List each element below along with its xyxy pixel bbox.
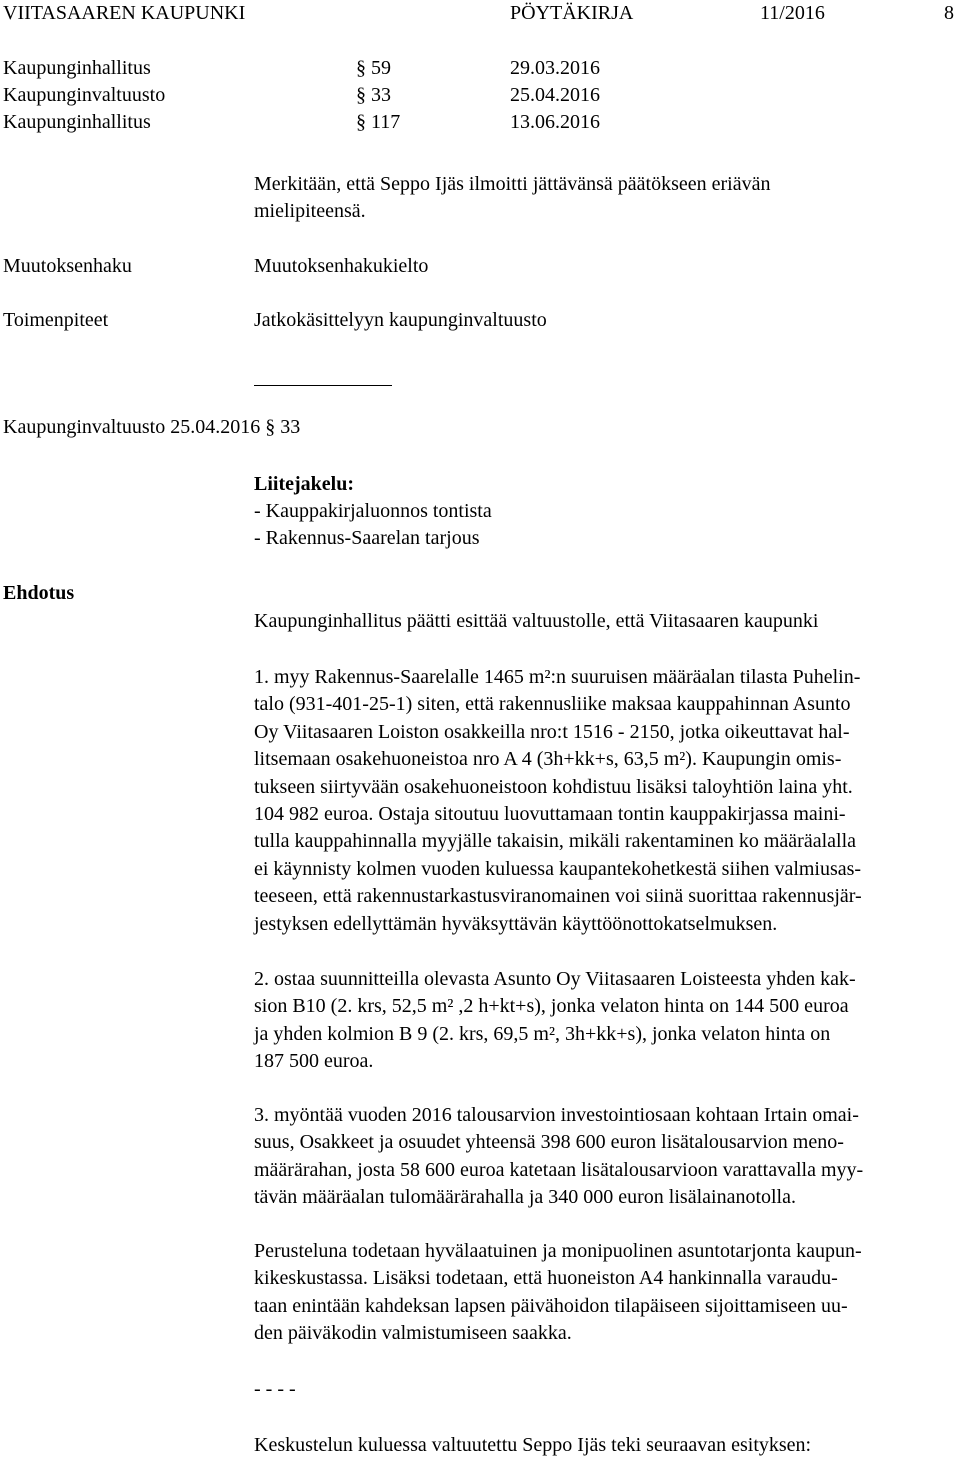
meeting-heading: Kaupunginvaltuusto 25.04.2016 § 33 (3, 416, 301, 438)
paragraph-line: Oy Viitasaaren Loiston osakkeilla nro:t 1516 - 2150, jotka oikeuttavat hal- (254, 720, 850, 743)
paragraph-line: 2. ostaa suunnitteilla olevasta Asunto Oy Viitasaaren Loisteesta yhden kak- (254, 968, 856, 990)
paragraph-line: tulla kauppahinnalla myyjälle takaisin, mikäli rakentaminen ko määräalalla (254, 830, 857, 853)
section-divider (254, 385, 392, 386)
paragraph-line: suus, Osakkeet ja osuudet yhteensä 398 600 euron lisätalousarvion meno- (254, 1131, 844, 1154)
paragraph-line: den päiväkodin valmistumiseen saakka. (254, 1322, 572, 1345)
paragraph-line: 187 500 euroa. (254, 1050, 374, 1073)
closing-statement: Keskustelun kuluessa valtuutettu Seppo Ijäs teki seuraavan esityksen: (254, 1434, 812, 1456)
paragraph-line: teeseen, että rakennustarkastusviranomainen voi siinä suorittaa rakennusjär- (254, 885, 862, 908)
history-date: 29.03.2016 (510, 57, 600, 79)
appeal-value: Muutoksenhakukielto (254, 255, 429, 277)
separator: - - - - (254, 1378, 296, 1400)
paragraph-line: tävän määräalan tulomäärärahalla ja 340 000 euron lisälainanotolla. (254, 1186, 796, 1209)
header-org: VIITASAAREN KAUPUNKI (3, 2, 246, 24)
paragraph-line: tukseen siirtyvään osakehuoneistoon kohdistuu lisäksi taloyhtiön laina yht. (254, 775, 853, 798)
history-section: § 33 (356, 84, 391, 106)
header-page-number: 8 (944, 2, 954, 24)
proposal-intro: Kaupunginhallitus päätti esittää valtuustolle, että Viitasaaren kaupunki (254, 610, 819, 632)
proposal-item-2 (254, 966, 954, 1076)
paragraph-line: kikeskustassa. Lisäksi todetaan, että huoneiston A4 hankinnalla varaudu- (254, 1267, 838, 1290)
paragraph-line: 1. myy Rakennus-Saarelalle 1465 m²:n suuruisen määräalan tilasta Puhelin- (254, 666, 861, 688)
paragraph-line: talo (931-401-25-1) siten, että rakennusliike maksaa kauppahinnan Asunto (254, 693, 851, 716)
paragraph-line: 104 982 euroa. Ostaja sitoutuu luovuttamaan tontin kauppakirjassa maini- (254, 803, 846, 826)
attachment-item: - Kauppakirjaluonnos tontista (254, 500, 492, 522)
proposal-label: Ehdotus (3, 582, 75, 604)
history-body: Kaupunginvaltuusto (3, 84, 166, 106)
attachment-item: - Rakennus-Saarelan tarjous (254, 527, 480, 549)
history-date: 13.06.2016 (510, 111, 600, 133)
history-body: Kaupunginhallitus (3, 57, 151, 79)
paragraph-line: jestyksen edellyttämän hyväksyttävän käyttöönottokatselmuksen. (254, 912, 778, 935)
paragraph-line: ja yhden kolmion B 9 (2. krs, 69,5 m², 3h+kk+s), jonka velaton hinta on (254, 1022, 831, 1045)
paragraph-line: Perusteluna todetaan hyvälaatuinen ja monipuolinen asuntotarjonta kaupun- (254, 1240, 862, 1262)
proposal-item-3 (254, 1102, 954, 1212)
paragraph-line: ei käynnisty kolmen vuoden kuluessa kaupantekohetkestä siihen valmiusas- (254, 857, 862, 880)
paragraph-line: 3. myöntää vuoden 2016 talousarvion investointiosaan kohtaan Irtain omai- (254, 1104, 859, 1126)
paragraph-line: määrärahan, josta 58 600 euroa katetaan lisätalousarvioon varattavalla myy- (254, 1158, 864, 1181)
header-doc-type: PÖYTÄKIRJA (510, 2, 634, 24)
header-issue: 11/2016 (760, 2, 825, 24)
paragraph-line: taan enintään kahdeksan lapsen päivähoidon tilapäiseen sijoittamiseen uu- (254, 1294, 848, 1317)
attachments-title: Liitejakelu: (254, 473, 354, 495)
history-section: § 59 (356, 57, 391, 79)
history-date: 25.04.2016 (510, 84, 600, 106)
history-section: § 117 (356, 111, 401, 133)
actions-label: Toimenpiteet (3, 309, 109, 331)
proposal-item-1 (254, 664, 954, 938)
appeal-label: Muutoksenhaku (3, 255, 132, 277)
history-body: Kaupunginhallitus (3, 111, 151, 133)
note-line-1: Merkitään, että Seppo Ijäs ilmoitti jättävänsä päätökseen eriävän (254, 173, 771, 195)
proposal-rationale (254, 1238, 954, 1348)
note-line-2: mielipiteensä. (254, 200, 366, 222)
actions-value: Jatkokäsittelyyn kaupunginvaltuusto (254, 309, 547, 331)
paragraph-line: sion B10 (2. krs, 52,5 m² ,2 h+kt+s), jonka velaton hinta on 144 500 euroa (254, 995, 849, 1018)
paragraph-line: litsemaan osakehuoneistoa nro A 4 (3h+kk+s, 63,5 m²). Kaupungin omis- (254, 748, 842, 771)
